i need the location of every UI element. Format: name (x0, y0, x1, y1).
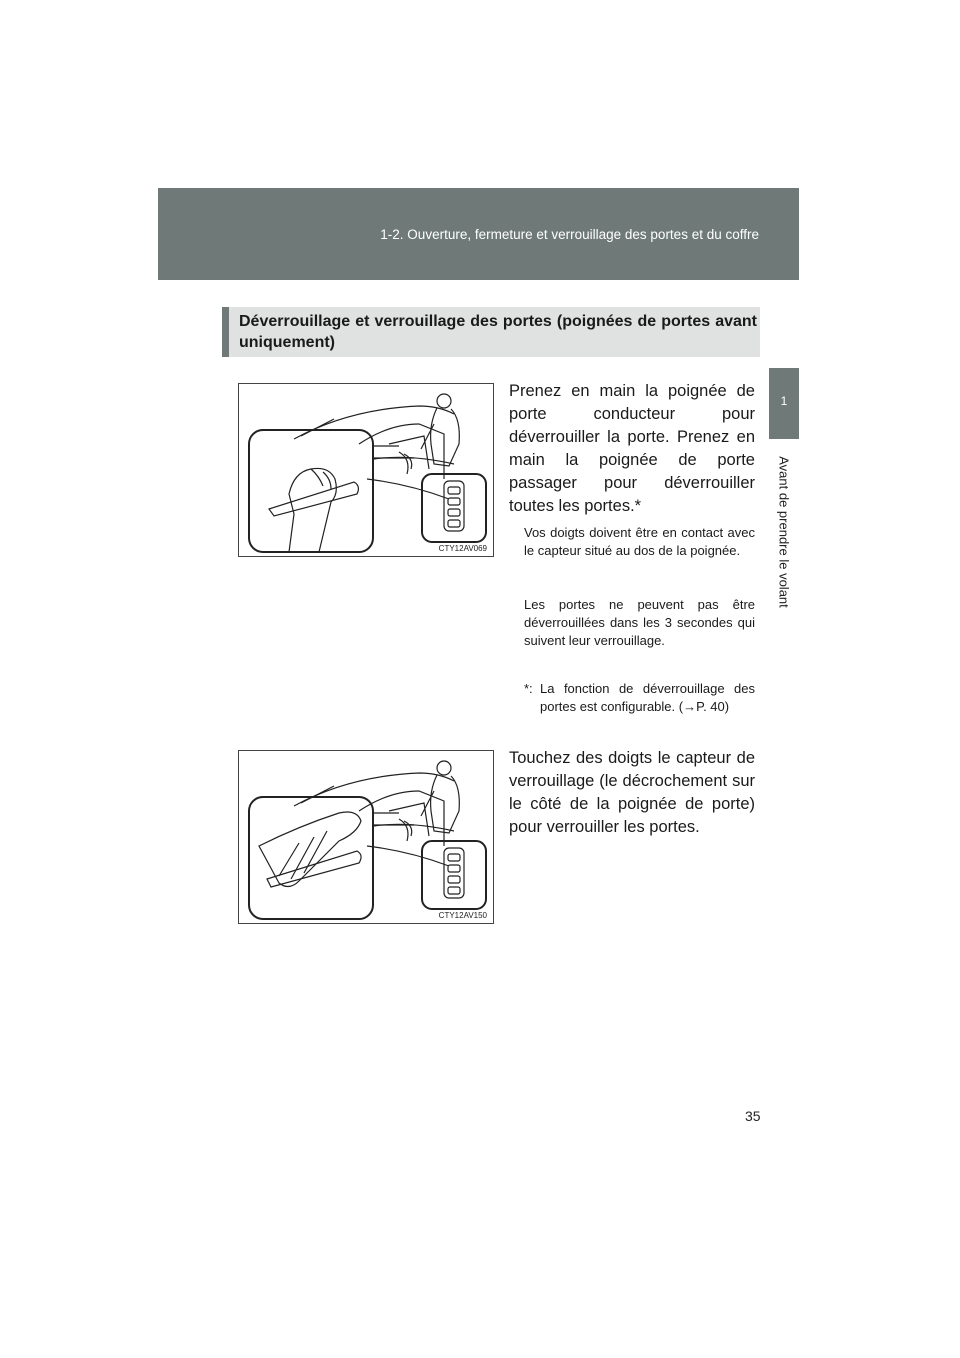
unlock-note-delay: Les portes ne peuvent pas être déverrouillées dans les 3 secondes qui suivent leur verrouillage. (524, 597, 755, 648)
car-door-unlock-illustration (239, 384, 493, 556)
figure-code: CTY12AV150 (438, 911, 487, 920)
figure-lock-illustration (238, 750, 494, 924)
figure-code: CTY12AV069 (438, 544, 487, 553)
breadcrumb: 1-2. Ouverture, fermeture et verrouillage des portes et du coffre (380, 227, 759, 242)
unlock-instruction: Prenez en main la poignée de porte conducteur pour déverrouiller la porte. Prenez en main la poignée de porte passager pour déverrouiller toutes les portes.* (509, 382, 755, 515)
unlock-footnote (524, 680, 755, 716)
section-heading (222, 307, 760, 357)
chapter-number: 1 (780, 394, 788, 408)
chapter-tab[interactable] (769, 368, 799, 439)
footnote-mark: *: (524, 681, 533, 696)
section-title: Déverrouillage et verrouillage des portes (poignées de portes avant uniquement) (239, 313, 757, 351)
header-bar (158, 188, 799, 280)
lock-instruction: Touchez des doigts le capteur de verrouillage (le décrochement sur le côté de la poignée de porte) pour verrouiller les portes. (509, 749, 755, 836)
unlock-note-sensor: Vos doigts doivent être en contact avec le capteur situé au dos de la poignée. (524, 525, 755, 558)
car-door-lock-illustration (239, 751, 493, 923)
page-number: 35 (745, 1108, 761, 1124)
chapter-label: Avant de prendre le volant (776, 456, 792, 608)
footnote-text[interactable]: La fonction de déverrouillage des portes est configurable. (→P. 40) (540, 681, 755, 714)
figure-unlock-illustration (238, 383, 494, 557)
